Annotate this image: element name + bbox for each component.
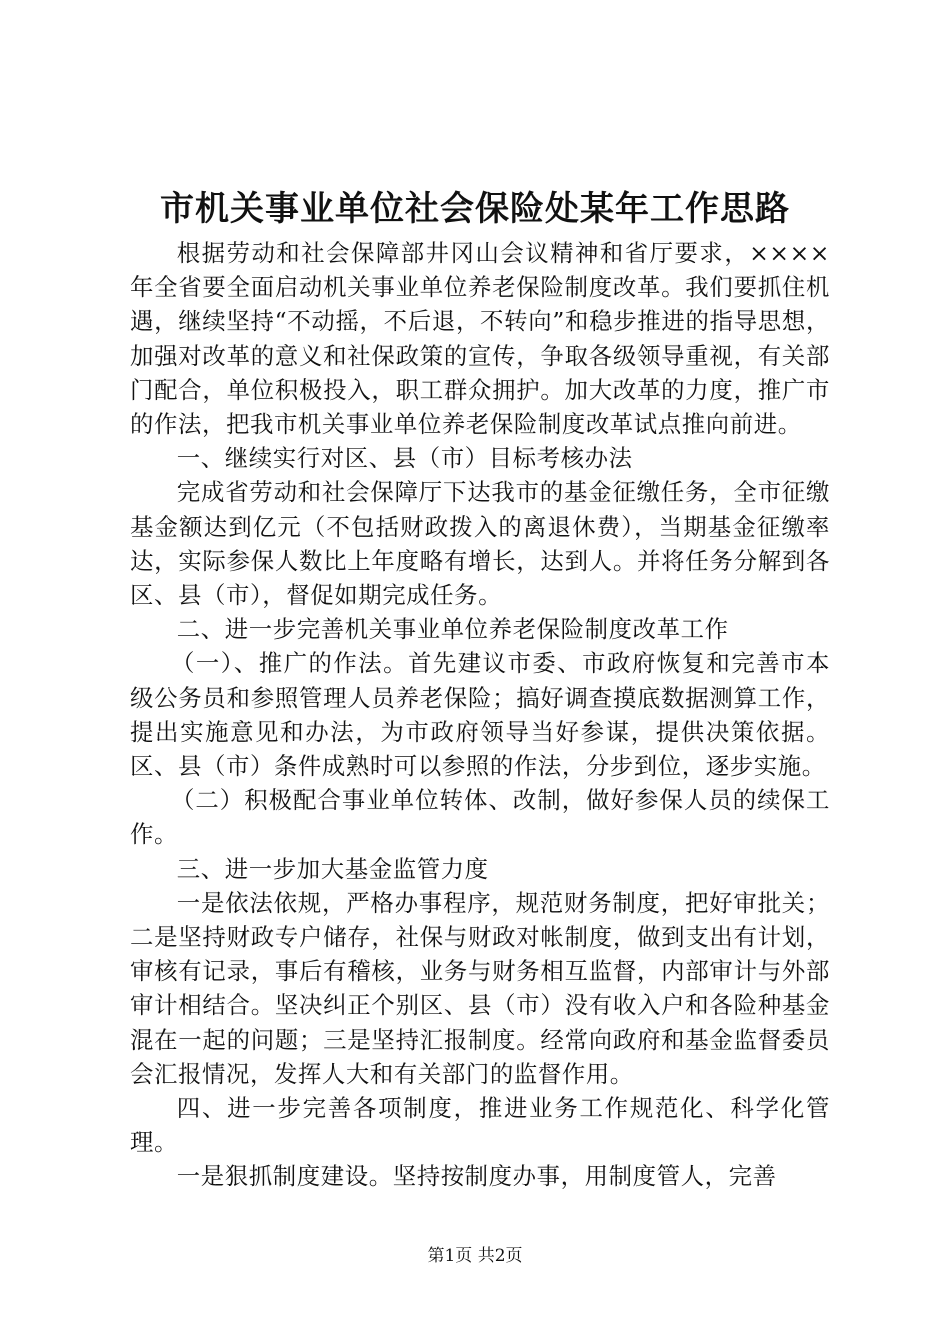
section-heading-1: 一、继续实行对区、县（市）目标考核办法 — [176, 444, 633, 473]
paragraph-section-3: 一是依法依规，严格办事程序，规范财务制度，把好审批关；二是坚持财政专户储存，社保与财政对帐制度，做到支出有计划，审核有记录，事后有稽核，业务与财务相互监督，内部审计与外部审计相结合。坚决纠正个别区、县（市）没有收入户和各险种基金混在一起的问题；三是坚持汇报制度。经常向政府和基金监督委员会汇报情况，发挥人大和有关部门的监督作用。 — [130, 888, 830, 1088]
paragraph-section-4: 一是狠抓制度建设。坚持按制度办事，用制度管人，完善 — [176, 1162, 777, 1191]
paragraph-section-2-item-1: （一）、推广的作法。首先建议市委、市政府恢复和完善市本级公务员和参照管理人员养老保险；搞好调查摸底数据测算工作，提出实施意见和办法，为市政府领导当好参谋，提供决策依据。区、县（市）条件成熟时可以参照的作法，分步到位，逐步实施。 — [130, 649, 830, 781]
paragraph-section-2-item-2: （二）积极配合事业单位转体、改制，做好参保人员的续保工作。 — [130, 786, 830, 849]
section-heading-4: 四、进一步完善各项制度，推进业务工作规范化、科学化管理。 — [130, 1094, 830, 1157]
paragraph-section-1: 完成省劳动和社会保障厅下达我市的基金征缴任务，全市征缴基金额达到亿元（不包括财政拨入的离退休费），当期基金征缴率达，实际参保人数比上年度略有增长，达到人。并将任务分解到各区、县（市），督促如期完成任务。 — [130, 478, 830, 610]
document-title: 市机关事业单位社会保险处某年工作思路 — [160, 189, 790, 229]
section-heading-2: 二、进一步完善机关事业单位养老保险制度改革工作 — [176, 615, 729, 644]
document-body — [130, 236, 830, 1194]
page-number-footer: 第1页 共2页 — [427, 1246, 523, 1266]
paragraph-intro: 根据劳动和社会保障部井冈山会议精神和省厅要求，××××年全省要全面启动机关事业单位养老保险制度改革。我们要抓住机遇，继续坚持“不动摇，不后退，不转向”和稳步推进的指导思想，加强对改革的意义和社保政策的宣传，争取各级领导重视，有关部门配合，单位积极投入，职工群众拥护。加大改革的力度，推广市的作法，把我市机关事业单位养老保险制度改革试点推向前进。 — [130, 239, 830, 439]
section-heading-3: 三、进一步加大基金监管力度 — [176, 854, 489, 883]
